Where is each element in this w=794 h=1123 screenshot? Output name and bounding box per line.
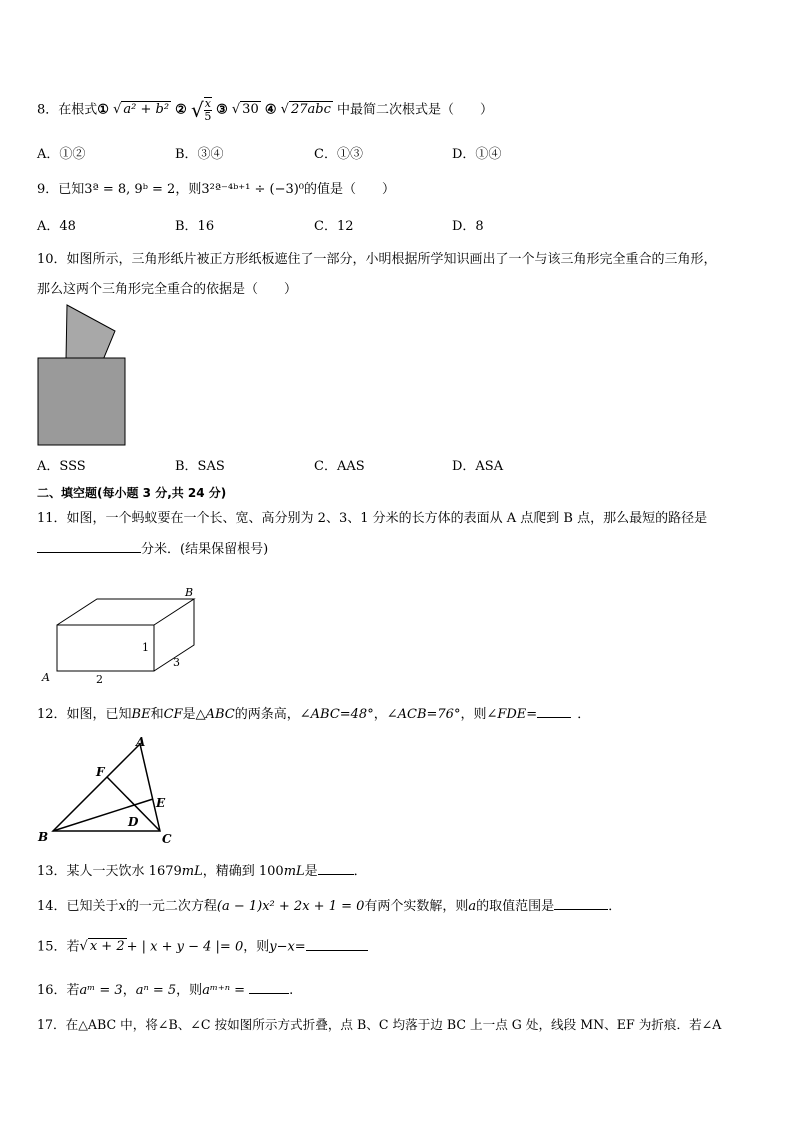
q16-stem: 16．若aᵐ = 3，aⁿ = 5，则aᵐ⁺ⁿ = . <box>37 983 294 998</box>
q15-answer-blank[interactable] <box>306 938 368 951</box>
q9-option-c[interactable]: C．12 <box>314 219 354 234</box>
q13-answer-blank[interactable] <box>318 862 354 875</box>
radical-x-plus-2: √ x + 2 <box>79 939 125 954</box>
square-board <box>38 358 125 445</box>
q9-given: 3ª = 8, 9ᵇ = 2 <box>84 182 176 197</box>
vertex-label-a: A <box>42 671 50 684</box>
q11-stem-line1: 11．如图，一个蚂蚁要在一个长、宽、高分别为 2、3、1 分米的长方体的表面从 A 点爬到 B 点，那么最短的路径是 <box>37 511 708 526</box>
q8-option-c[interactable]: C．①③ <box>314 147 363 162</box>
q10-option-c[interactable]: C．AAS <box>314 459 365 474</box>
q10-figure <box>37 305 137 455</box>
q8-option-d[interactable]: D．①④ <box>452 147 502 162</box>
q8-stem: 8．在根式① √ a² + b² ② √ $\frac{x}{5}$ ③ √ 30 ④ √ 27abc 中最简二次根式是（ ） <box>37 97 494 123</box>
q9-option-b[interactable]: B．16 <box>175 219 215 234</box>
q10-option-a[interactable]: A．SSS <box>37 459 86 474</box>
vertex-label-b: B <box>38 830 49 844</box>
triangle-abc <box>53 744 160 831</box>
q16-answer-blank[interactable] <box>249 981 289 994</box>
circled-3: ③ <box>216 102 228 118</box>
circled-1: ① <box>97 102 109 118</box>
q10-stem-line2: 那么这两个三角形完全重合的依据是（ ） <box>37 282 298 297</box>
q11-answer-blank[interactable] <box>37 540 141 553</box>
cuboid-top-edges <box>57 599 194 625</box>
vertex-label-f: F <box>96 765 105 779</box>
radical-x-over-5: √ $\frac{x}{5}$ <box>190 97 212 123</box>
q9-stem: 9．已知3ª = 8, 9ᵇ = 2，则3²ª⁻⁴ᵇ⁺¹ ÷ (−3)⁰的值是（ ） <box>37 182 396 197</box>
q13-stem: 13．某人一天饮水 1679mL，精确到 100mL是 ． <box>37 864 367 879</box>
q14-stem: 14．已知关于x的一元二次方程(a − 1)x² + 2x + 1 = 0有两个实数解，则a的取值范围是 ． <box>37 899 622 914</box>
radical-27abc: √ 27abc <box>280 102 331 117</box>
vertex-label-a: A <box>136 735 146 749</box>
q10-option-b[interactable]: B．SAS <box>175 459 225 474</box>
radical-30: √ 30 <box>231 102 259 117</box>
radical-a2-b2: √ a² + b² <box>113 102 170 117</box>
section-title-fill-in: 二、填空题(每小题 3 分,共 24 分) <box>37 486 227 500</box>
q12-stem: 12．如图，已知BE和CF是△ABC的两条高，∠ABC=48°，∠ACB=76°，则∠FDE= ． <box>37 707 591 722</box>
vertex-label-c: C <box>162 832 172 846</box>
q17-stem: 17．在△ABC 中，将∠B、∠C 按如图所示方式折叠，点 B、C 均落于边 BC 上一点 G 处，线段 MN、EF 为折痕．若∠A <box>37 1017 722 1032</box>
q9-option-a[interactable]: A．48 <box>37 219 76 234</box>
q10-stem-line1: 10．如图所示，三角形纸片被正方形纸板遮住了一部分，小明根据所学知识画出了一个与该三角形完全重合的三角形， <box>37 252 717 267</box>
q15-stem: 15．若√ x + 2 + | x + y − 4 |= 0，则y−x= <box>37 936 368 959</box>
triangle-paper <box>66 305 115 360</box>
q8-option-b[interactable]: B．③④ <box>175 147 224 162</box>
circled-2: ② <box>175 102 187 118</box>
circled-4: ④ <box>264 102 277 118</box>
q11-cuboid-figure <box>36 585 206 685</box>
width-label: 3 <box>173 656 180 669</box>
vertex-label-d: D <box>128 815 139 829</box>
q8-option-a[interactable]: A．①② <box>37 147 86 162</box>
q9-option-d[interactable]: D．8 <box>452 219 484 234</box>
q9-expression: 3²ª⁻⁴ᵇ⁺¹ ÷ (−3)⁰ <box>201 182 305 197</box>
q14-answer-blank[interactable] <box>554 897 608 910</box>
vertex-label-e: E <box>156 796 166 810</box>
q14-equation: (a − 1)x² + 2x + 1 = 0 <box>216 899 365 914</box>
length-label: 2 <box>96 673 103 686</box>
cuboid-front-face <box>57 625 154 671</box>
q10-option-d[interactable]: D．ASA <box>452 459 504 474</box>
q12-answer-blank[interactable] <box>537 705 571 718</box>
height-label: 1 <box>142 641 149 654</box>
vertex-label-b: B <box>185 586 194 599</box>
q12-triangle-figure <box>36 733 186 848</box>
q11-stem-line2: 分米．(结果保留根号) <box>37 540 268 559</box>
